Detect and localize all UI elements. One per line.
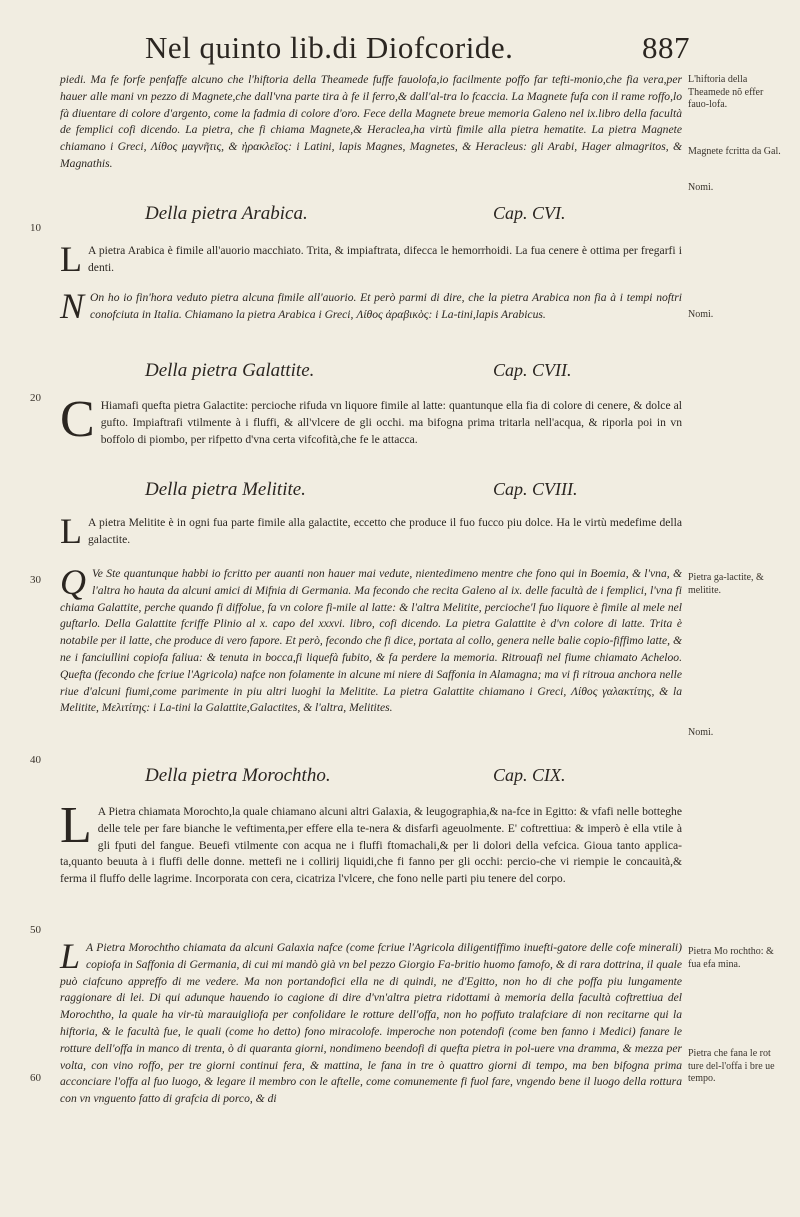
margin-note: Nomi. — [688, 182, 714, 193]
section-heading — [145, 479, 645, 501]
margin-note: Magnete fcritta da Gal. — [688, 146, 781, 157]
drop-cap: L — [60, 239, 82, 279]
section-heading — [145, 765, 645, 787]
commentary-text — [60, 562, 682, 717]
section-text — [60, 239, 682, 279]
section-body: A Pietra chiamata Morochto,la quale chiamano alcuni altri Galaxia, & leugographia,& na-fce in Egitto: & vfafi nelle botteghe delle tele per fare bianche le veftimenta,per effere ella te-nera & disfarfi ageuolmente. E' coftrettiua: & imperò è ella vtile à gli fputi del fangue. Beuefi vtilmente con acqua ne i fluffi ftomachali,& per li dolori della vefcica. Gioua tanto applica-ta,quanto beuuta à i fluffi delle donne. mettefi ne i collirij liquidi,che fi fanno per gli occhi: percio-che vi riempie le concauità,& ferma il fluffo delle lagrime. Incorporata con cera, cicatriza l'vlcere, che fono nelle parti piu tenere del corpo. — [60, 805, 682, 886]
margin-note: Nomi. — [688, 309, 714, 320]
line-number: 60 — [30, 1072, 41, 1084]
section-title: Della pietra Galattite. — [145, 360, 315, 381]
intro-paragraph: piedi. Ma fe forfe penfaffe alcuno che l'hiftoria della Theamede fuffe fauolofa,io facilmente poffo far tefti-monio,che fia vera,per hauer alle mani vn pezzo di Magnete,che dall'vna parte tira à fe il ferro,& dall'al-tra lo fcaccia. La Magnete fufa con il rame roffo,lo fà diuentare di colore d'argento, come la fadmia di colore d'oro. Fece della Magnete breue memoria Galeno nel ix.libro della facultà de femplici cofi dicendo. La pietra, che fi chiama Magnete,& Heraclea,ha virtù fimile alla pietra hematite. La pietra Magnete chiamano i Greci, Λίθος μαγνῆτις, & ἡρακλεῖος: i Latini, lapis Magnes, Magnetes, & Heracleus: gli Arabi, Hager almagritos, & Magnathis. — [60, 73, 682, 170]
running-title: Nel quinto lib.di Diofcoride. — [145, 30, 514, 65]
section-body: A pietra Arabica è fimile all'auorio macchiato. Trita, & impiaftrata, difecca le hemorrhoidi. La fua cenere è ottima per fregarfi i denti. — [88, 244, 682, 274]
running-head — [145, 30, 690, 70]
commentary-body: On ho io fin'hora veduto pietra alcuna fimile all'auorio. Et però parmi di dire, che la pietra Arabica non fia à i tempi noftri conofciuta in Italia. Chiamano la pietra Arabica i Greci, Λίθος ἀραβικὸς: i La-tini,lapis Arabicus. — [90, 291, 682, 321]
section-text — [60, 391, 682, 448]
chapter-label: Cap. CVI. — [493, 203, 566, 223]
line-number: 30 — [30, 574, 41, 586]
commentary-body: A Pietra Morochtho chiamata da alcuni Galaxia nafce (come fcriue l'Agricola diligentiffimo inuefti-gatore delle cofe minerali) copiofa in Saffonia di Germania, di cui mi mandò già vn bel pezzo Giorgio Fa-britio huomo famofo, & di rara dottrina, il quale può ciafcuno appreffo di me vedere. Ma non portandofici ella ne di quindi, ne d'Egitto, non ho di che poffa piu lungamente raggionare di lei. Di qui adunque hauendo io cagione di dire d'vn'altra pietra ridottami à memoria della facultà coftrettiua del Morochtho, la quale ha vir-tù marauigliofa per confolidare le rotture dell'offa, non ho poffuto tralafciare di non recitarne qui la hiftoria, & le facultà fue, le quali (come ho detto) fono miracolofe. imperoche non potendofi (come ben fanno i Medici) fanare le rotture dell'offa in manco di trenta, ò di quaranta giorni, nondimeno beendofi di quefta pietra in pol-uere vna dramma, & mezza per volta, con vino roffo, per tre giorni continui fera, & mattina, le fana in tre ò quattro giorni di tempo, ma ben bifogna prima acconciare l'offa al fuo luogo, & legare il membro con le aftelle, come comunemente fi fuol fare, vngendo bene il luogo della rottura con vn vnguento fatto di grafcia di porco, & di — [60, 941, 682, 1106]
line-number: 20 — [30, 392, 41, 404]
section-title: Della pietra Melitite. — [145, 479, 306, 500]
margin-note: Nomi. — [688, 727, 714, 738]
commentary-text — [60, 936, 682, 1108]
section-text — [60, 797, 682, 888]
margin-note: Pietra ga-lactite, & melitite. — [688, 572, 764, 596]
chapter-label: Cap. CVII. — [493, 360, 572, 380]
margin-note: Pietra Mo rochtho: & fua efa mina. — [688, 946, 774, 970]
section-text — [60, 511, 682, 551]
page-number: 887 — [642, 30, 690, 65]
section-body: A pietra Melitite è in ogni fua parte fimile alla galactite, eccetto che produce il fuo fucco piu dolce. Ha le virtù medefime della galactite. — [88, 516, 682, 546]
section-heading — [145, 203, 645, 225]
chapter-label: Cap. CIX. — [493, 765, 566, 785]
section-title: Della pietra Morochtho. — [145, 765, 331, 786]
commentary-body: Ve Ste quantunque habbi io fcritto per auanti non hauer mai vedute, nientedimeno mentre che fono qui in Boemia, & l'vna, & l'altra ho hauta da alcuni amici di Mifnia di Germania. Ma fecondo che recita Galeno al ix. delle facultà de i femplici, l'vna fi chiama Galattite, perche quando fi diffolue, fa vn colore fi-mile al latte: & l'altra Melitite, percioche'l fuo liquore è fimile al mele nel guftarlo. Della Galattite fcriffe Plinio al x. capo del xxxvi. libro, cofi dicendo. La pietra Galattite è d'vn colore di latte. Trita è notabile per il latte, che produce di vero fapore. Et però, fecondo che fi dice, portata al collo, genera nelle balie copio-fiffimo latte, & ne i fanciullini copiofa faliua: & tenuta in bocca,fi liquefà fubito, & fa perdere la memoria. Ritrouafi nel fiume chiamato Acheloo. Quefta (fecondo che fcriue l'Agricola) nafce non folamente in alcune mi niere di Saffonia in Alamagna; ma vi fi ritroua anchora nelle riue d'alcuni fiumi,come parimente in piu altri luoghi la Melitite. La pietra Galattite chiamano i Greci, Λίθος γαλακτίτης, & la Melitite, Μελιτίτης: i La-tini la Galattite,Galactites, & l'altra, Melitites. — [60, 567, 682, 715]
drop-cap: Q — [60, 562, 86, 602]
drop-cap: C — [60, 391, 95, 448]
section-heading — [145, 360, 645, 382]
line-number: 40 — [30, 754, 41, 766]
drop-cap: L — [60, 936, 81, 976]
margin-note: L'hiftoria della Theamede nõ effer fauo-lofa. — [688, 74, 764, 110]
drop-cap: L — [60, 511, 82, 551]
commentary-text — [60, 286, 682, 326]
line-number: 10 — [30, 222, 41, 234]
section-body: Hiamafi quefta pietra Galactite: percioche rifuda vn liquore fimile al latte: quantunque ella fia di colore di cenere, & dolce al gufto. Impiaftrafi vtilmente à i fluffi, & all'vlcere de gli occhi. ma bifogna prima tritarla nell'acqua, & riporla poi in vn boffolo di piombo, per rifpetto d'vna certa vifcofità,che fe le attacca. — [100, 399, 682, 446]
margin-note: Pietra che fana le rot ture del-l'offa i bre ue tempo. — [688, 1048, 775, 1084]
drop-cap: N — [60, 286, 85, 326]
chapter-label: Cap. CVIII. — [493, 479, 578, 499]
drop-cap: L — [60, 797, 92, 854]
section-title: Della pietra Arabica. — [145, 203, 308, 224]
line-number: 50 — [30, 924, 41, 936]
